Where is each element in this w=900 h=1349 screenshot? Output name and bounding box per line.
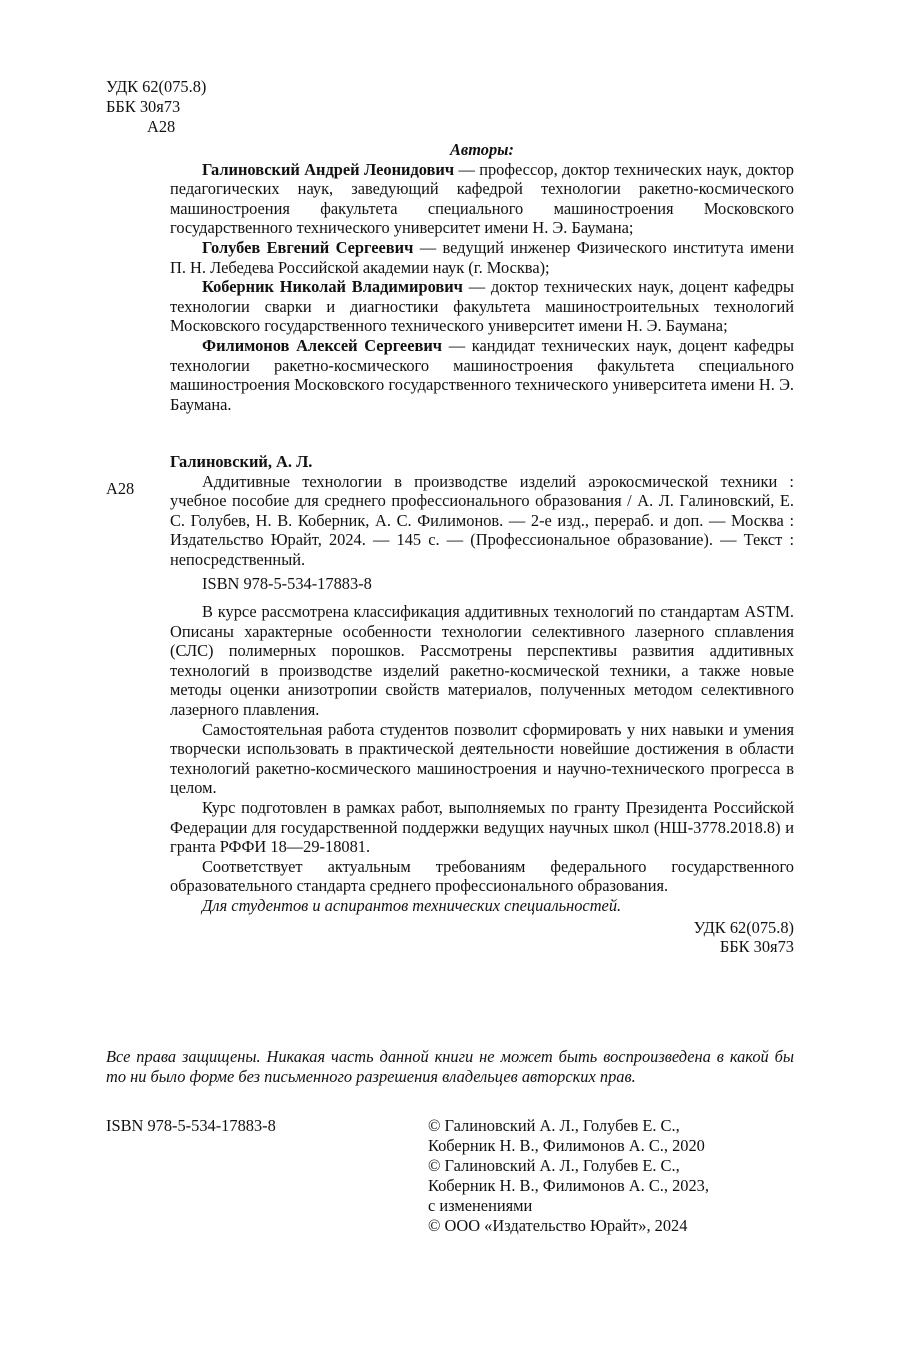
- bbk-code: ББК 30я73: [106, 97, 181, 116]
- annotation-udk: УДК 62(075.8): [693, 917, 794, 937]
- author-entry: [170, 277, 794, 336]
- annotation-paragraph: В курсе рассмотрена классификация аддитивных технологий по стандартам ASTM. Описаны характерные особенности технологии селективного лазерного сплавления (СЛС) полимерных порошков. Рассмотрены перспективы развития аддитивных технологий в производстве изделий ракетно-космической техники, а также новые методы оценки анизотропии свойств материалов, полученных методом селективного лазерного плавления.: [170, 602, 794, 719]
- annotation-paragraph: Соответствует актуальным требованиям федерального государственного образовательного стандарта среднего профессионального образования.: [170, 856, 794, 896]
- author-entry: [170, 238, 794, 277]
- copyright-line: с изменениями: [428, 1196, 533, 1215]
- bib-description: Аддитивные технологии в производстве изделий аэрокосмической техники : учебное пособие для среднего профессионального образования / А. Л. Галиновский, Е. С. Голубев, Н. В. Коберник, А. С. Филимонов. — 2-е изд., перераб. и доп. — Москва : Издательство Юрайт, 2024. — 145 с. — (Профессиональное образование). — Текст : непосредственный.: [170, 471, 794, 569]
- author-entry: [170, 336, 794, 414]
- classification-codes: [106, 77, 206, 137]
- footer-isbn: ISBN 978-5-534-17883-8: [106, 1116, 276, 1135]
- author-desc: — кандидат технических наук, доцент кафедры технологии ракетно-космического машиностроения факультета специального машиностроения Московского государственного технического университета имени Н. Э. Баумана.: [170, 335, 794, 414]
- bib-mark: А28: [106, 479, 135, 498]
- annotation-paragraph: Самостоятельная работа студентов позволит сформировать у них навыки и умения творчески использовать в практической деятельности новейшие достижения в области технологий ракетно-космического машиностроения и научно-технического прогресса в целом.: [170, 719, 794, 798]
- author-desc: — профессор, доктор технических наук, доктор педагогических наук, заведующий кафедрой технологии ракетно-космического машиностроения факультета специального машиностроения Московского государственного технического университет имени Н. Э. Баумана;: [170, 159, 794, 238]
- authors-section: [170, 140, 794, 414]
- author-name: Филимонов Алексей Сергеевич: [202, 335, 443, 355]
- audience-note: Для студентов и аспирантов технических специальностей.: [202, 895, 622, 915]
- bibliographic-record: [170, 452, 794, 593]
- copyright-line: Коберник Н. В., Филимонов А. С., 2020: [428, 1136, 705, 1155]
- rights-notice: Все права защищены. Никакая часть данной книги не может быть воспроизведена в какой бы то ни было форме без письменного разрешения владельцев авторских прав.: [106, 1047, 794, 1086]
- author-mark: А28: [147, 117, 176, 136]
- authors-heading: Авторы:: [449, 140, 514, 159]
- copyright-line: © ООО «Издательство Юрайт», 2024: [428, 1216, 688, 1235]
- annotation-paragraph: Курс подготовлен в рамках работ, выполняемых по гранту Президента Российской Федерации для государственной поддержки ведущих научных школ (НШ-3778.2018.8) и гранта РФФИ 18—29-18081.: [170, 797, 794, 857]
- author-desc: — ведущий инженер Физического института имени П. Н. Лебедева Российской академии наук (г. Москва);: [170, 237, 794, 277]
- author-name: Галиновский Андрей Леонидович: [202, 159, 455, 179]
- bib-author: Галиновский, А. Л.: [170, 452, 313, 471]
- author-desc: — доктор технических наук, доцент кафедры технологии сварки и диагностики факультета машиностроительных технологий Московского государственного технического университет имени Н. Э. Баумана;: [170, 277, 794, 336]
- annotation-bbk: ББК 30я73: [719, 937, 794, 957]
- copyright-block: [428, 1116, 709, 1236]
- copyright-line: Коберник Н. В., Филимонов А. С., 2023,: [428, 1176, 709, 1195]
- annotation: [170, 602, 794, 957]
- author-name: Коберник Николай Владимирович: [202, 277, 463, 297]
- author-entry: [170, 160, 794, 238]
- author-name: Голубев Евгений Сергеевич: [202, 237, 414, 257]
- copyright-line: © Галиновский А. Л., Голубев Е. С.,: [428, 1156, 680, 1175]
- bib-isbn: ISBN 978-5-534-17883-8: [202, 573, 372, 593]
- udk-code: УДК 62(075.8): [106, 77, 207, 96]
- copyright-line: © Галиновский А. Л., Голубев Е. С.,: [428, 1116, 680, 1135]
